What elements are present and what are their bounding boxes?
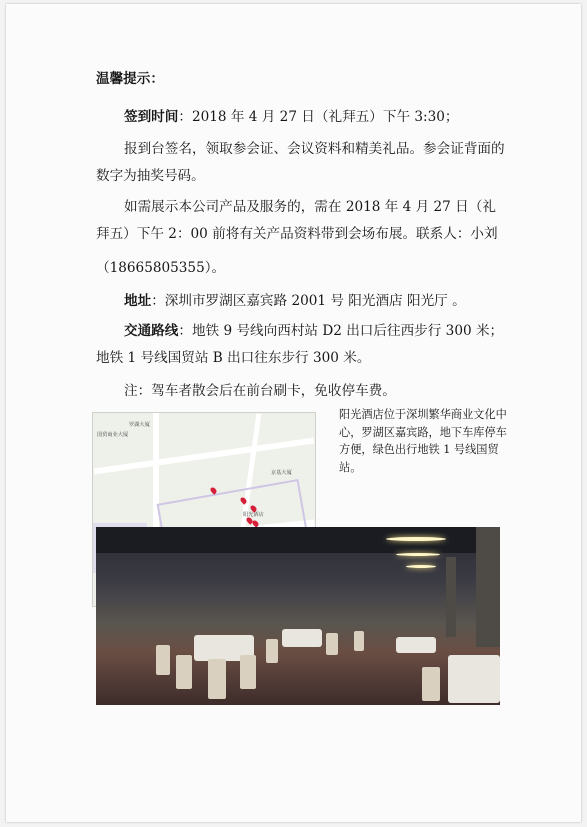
map-label: 国贸商业大厦 [97,432,129,438]
address-line [96,288,506,315]
display-paragraph: 如需展示本公司产品及服务的，需在 2018 年 4 月 27 日（礼拜五）下午 2：00 前将有关产品资料带到会场布展。联系人：小刘 [96,199,498,242]
contact-phone: （18665805355）。 [96,260,226,276]
route-text: ：地铁 9 号线向西村站 D2 出口后往西步行 300 米；地铁 1 号线国贸站 B 出口往东步行 300 米。 [96,323,504,366]
banquet-hall-photo [96,527,500,705]
map-label: 京基大厦 [271,470,292,476]
signin-text: ：2018 年 4 月 27 日（礼拜五）下午 3:30； [178,109,459,125]
parking-note: 注：驾车者散会后在前台刷卡，免收停车费。 [124,383,396,399]
address-text: ：深圳市罗湖区嘉宾路 2001 号 阳光酒店 阳光厅 。 [151,293,466,309]
signin-line [96,104,506,131]
route-paragraph [96,318,506,372]
checkin-paragraph: 报到台签名，领取参会证、会议资料和精美礼品。参会证背面的数字为抽奖号码。 [96,141,505,184]
map-label: 罗湖大厦 [129,422,150,428]
address-label: 地址 [124,293,152,309]
notice-heading: 温馨提示： [96,71,164,87]
document-page [6,4,581,822]
signin-label: 签到时间 [124,109,179,125]
hotel-description: 阳光酒店位于深圳繁华商业文化中心，罗湖区嘉宾路，地下车库停车方便，绿色出行地铁 1 号线国贸站。 [339,408,507,474]
map-label: 阳光酒店 [243,512,264,518]
route-label: 交通路线 [124,323,179,339]
